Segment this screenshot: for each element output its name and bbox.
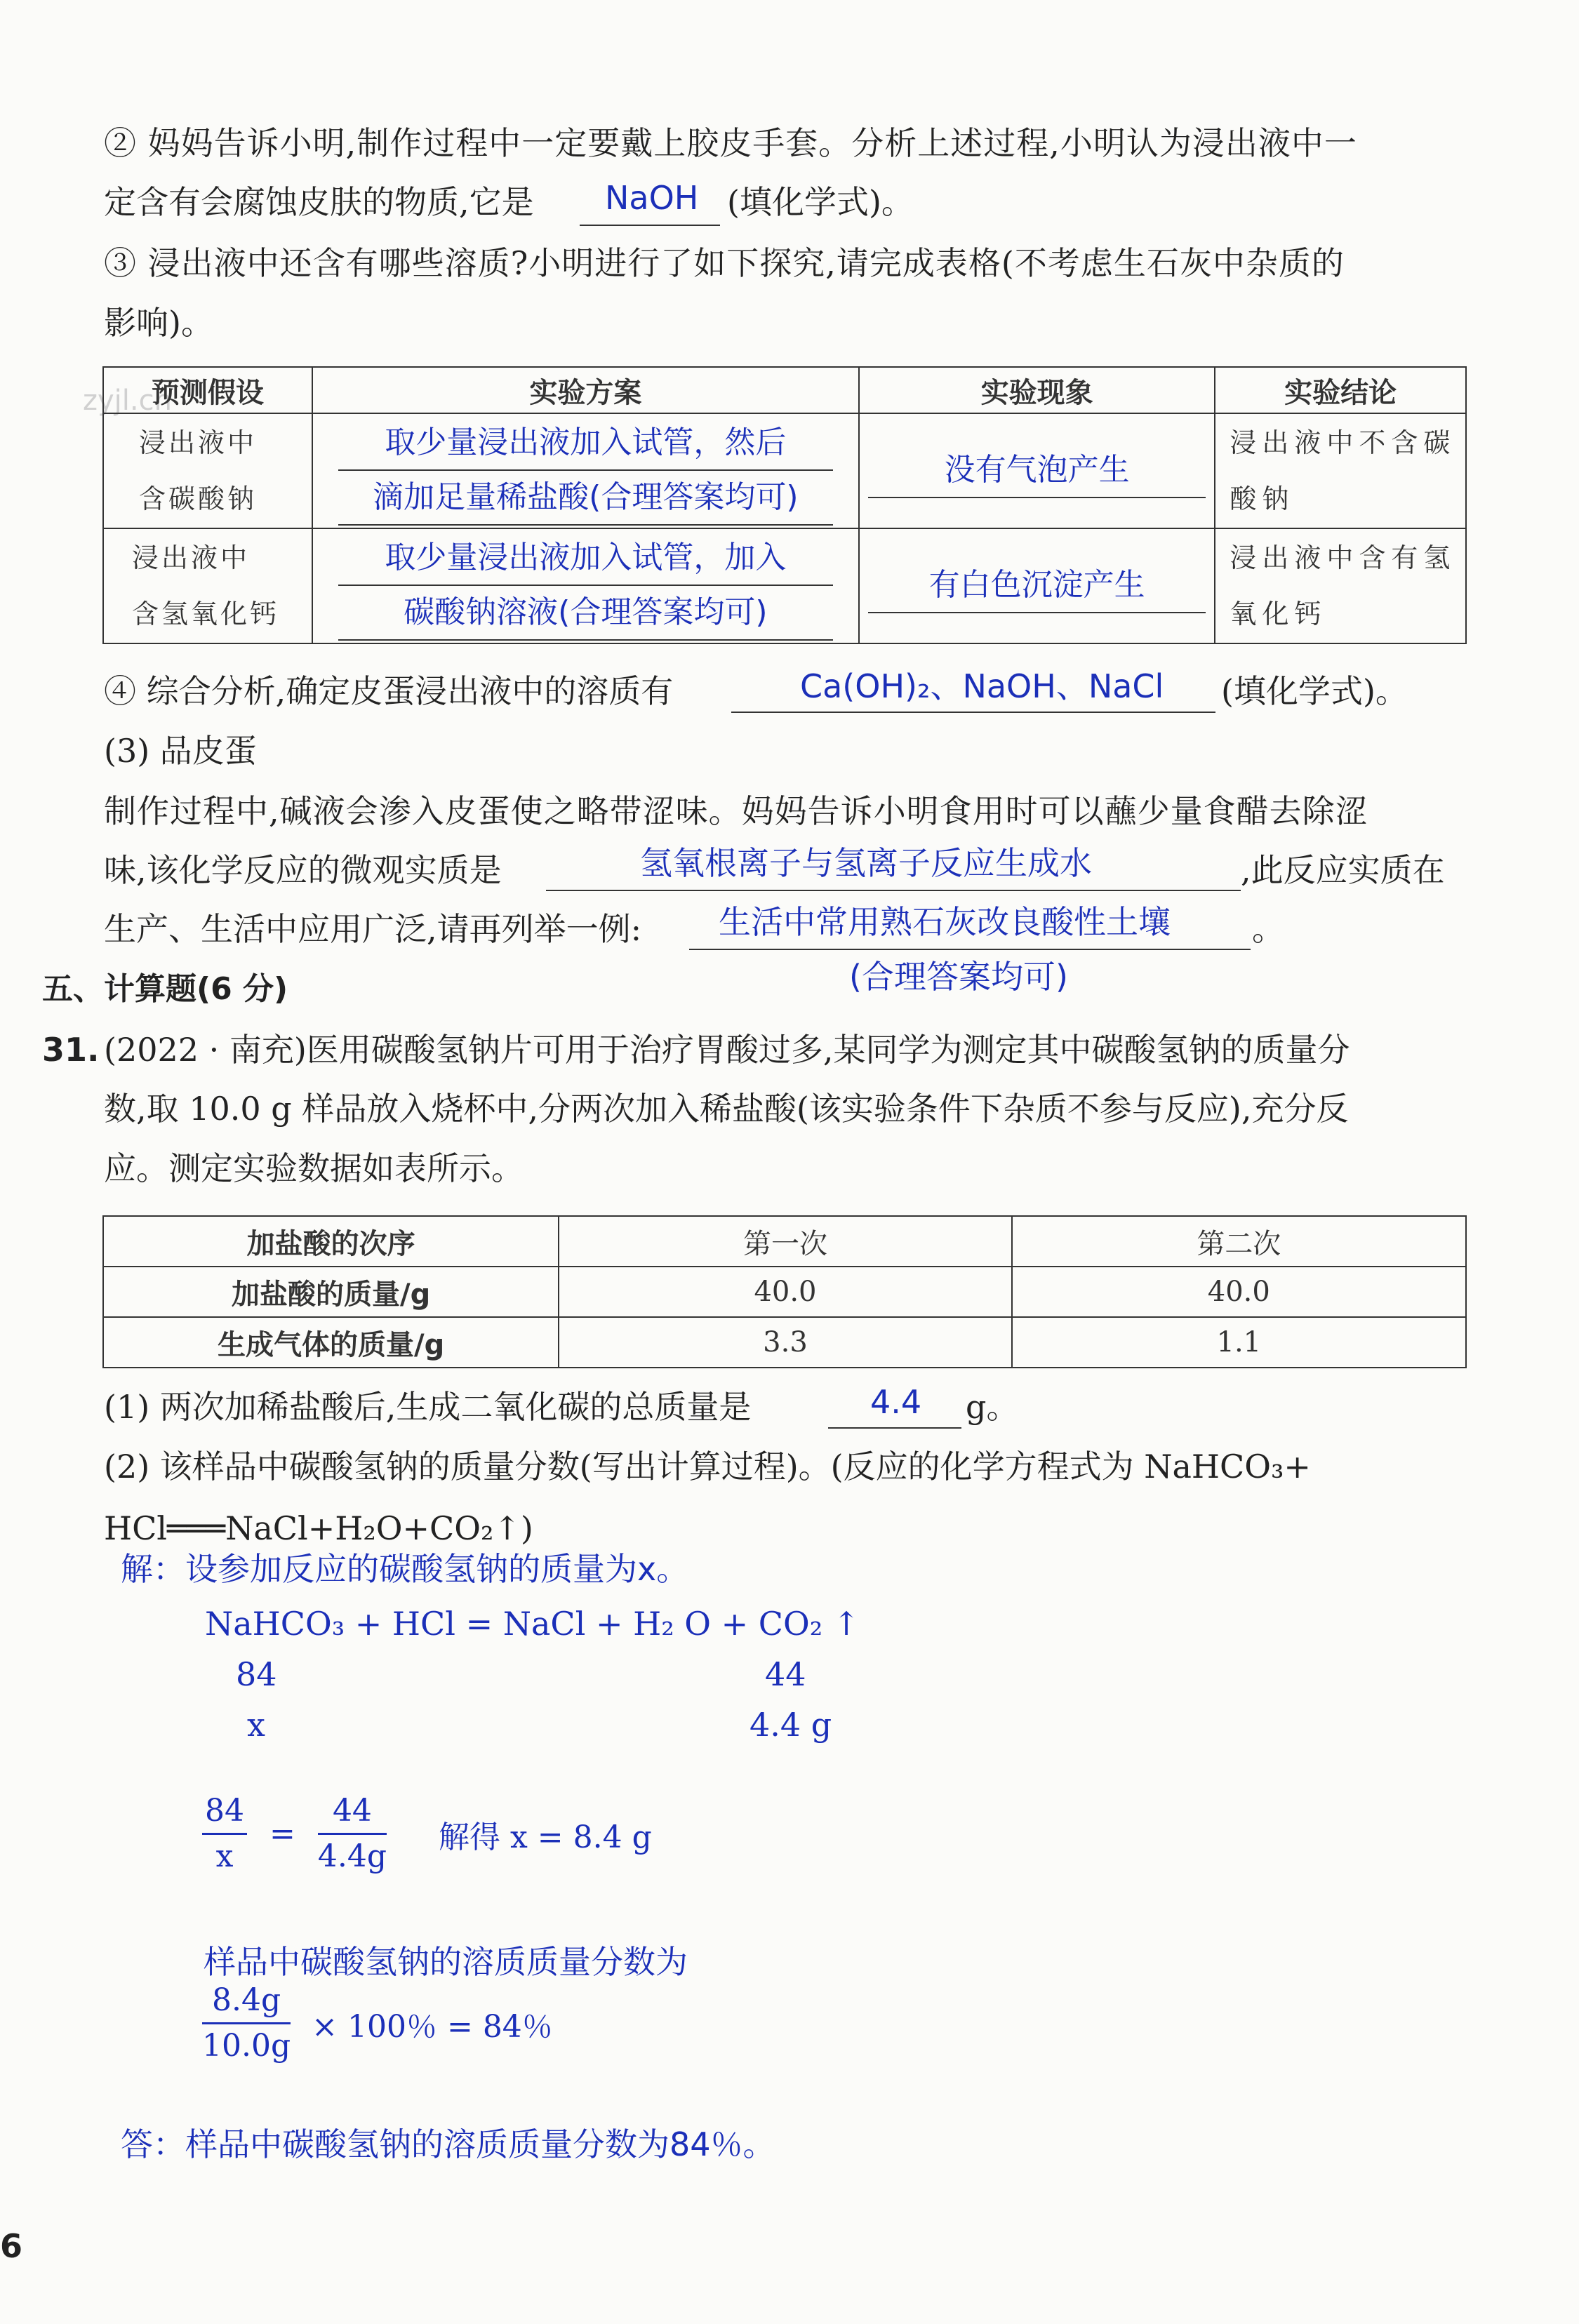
- var-x: x: [247, 1706, 265, 1744]
- conclusion-text: 酸钠: [1230, 483, 1295, 514]
- header-conclusion: 实验结论: [1215, 367, 1466, 413]
- q30-section3-line3-prefix: 生产、生活中应用广泛,请再列举一例:: [104, 910, 642, 948]
- q31-part1-prefix: (1) 两次加稀盐酸后,生成二氧化碳的总质量是: [104, 1388, 752, 1426]
- table-cell: 1.1: [1012, 1317, 1466, 1368]
- answer-note: (合理答案均可): [849, 958, 1068, 996]
- plan-cell: [312, 528, 859, 643]
- answer-co2-mass: 4.4: [870, 1383, 922, 1421]
- answer-example: 生活中常用熟石灰改良酸性土壤: [719, 903, 1171, 941]
- q30-part2-line2-prefix: 定含有会腐蚀皮肤的物质,它是: [104, 183, 534, 221]
- watermark: zyjl.cn: [83, 385, 172, 417]
- plan-answer: 碳酸钠溶液(合理答案均可): [338, 586, 833, 641]
- table-cell: 3.3: [559, 1317, 1011, 1368]
- answer-underline: [689, 949, 1251, 950]
- q31-line2: 数,取 10.0 g 样品放入烧杯中,分两次加入稀盐酸(该实验条件下杂质不参与反应),充分反: [104, 1090, 1349, 1128]
- section-five-heading: 五、计算题(6 分): [42, 971, 288, 1007]
- q30-section3-line2-prefix: 味,该化学反应的微观实质是: [104, 851, 502, 889]
- hypothesis-text: 浸出液中: [139, 427, 258, 458]
- page-number: 6: [0, 2227, 23, 2265]
- q30-part4-suffix: (填化学式)。: [1221, 672, 1408, 710]
- proportion-equation: $\frac{84}{x}$ = $\frac{44}{4.4g}$ 解得 x = 8.4 g: [202, 1789, 652, 1878]
- final-answer: 答：样品中碳酸氢钠的溶质质量分数为84％。: [121, 2125, 775, 2163]
- header-phenomenon: 实验现象: [859, 367, 1215, 413]
- plan-cell: [312, 413, 859, 528]
- header-first: 第一次: [559, 1216, 1011, 1267]
- conclusion-cell: [1215, 413, 1466, 528]
- answer-underline: [546, 890, 1241, 891]
- table-cell: 40.0: [1012, 1267, 1466, 1317]
- phenomenon-cell: [859, 413, 1215, 528]
- q30-part3-line1: ③ 浸出液中还含有哪些溶质?小明进行了如下探究,请完成表格(不考虑生石灰中杂质的: [104, 244, 1345, 282]
- answer-essence: 氢氧根离子与氢离子反应生成水: [640, 844, 1092, 882]
- q30-part4-prefix: ④ 综合分析,确定皮蛋浸出液中的溶质有: [104, 672, 674, 710]
- fraction-intro: 样品中碳酸氢钠的溶质质量分数为: [204, 1943, 688, 1981]
- answer-solutes: Ca(OH)₂、NaOH、NaCl: [800, 667, 1164, 705]
- conclusion-cell: [1215, 528, 1466, 643]
- header-second: 第二次: [1012, 1216, 1466, 1267]
- table-row: [103, 1216, 1466, 1267]
- section-heading: (3) 品皮蛋: [104, 732, 257, 770]
- q31-line1: (2022 · 南充)医用碳酸氢钠片可用于治疗胃酸过多,某同学为测定其中碳酸氢钠的质量分: [104, 1031, 1350, 1069]
- plan-answer: 取少量浸出液加入试管，然后: [338, 416, 833, 471]
- q30-section3-line1: 制作过程中,碱液会渗入皮蛋使之略带涩味。妈妈告诉小明食用时可以蘸少量食醋去除涩: [104, 792, 1368, 830]
- molar-mass-44: 44: [765, 1655, 806, 1693]
- q30-section3-line2-suffix: ,此反应实质在: [1241, 851, 1445, 889]
- hypothesis-cell: [103, 413, 312, 528]
- solve-result: 解得 x = 8.4 g: [439, 1819, 652, 1855]
- row-label: 生成气体的质量/g: [103, 1317, 559, 1368]
- phenomenon-answer: 没有气泡产生: [868, 443, 1206, 498]
- q31-part2-line2: HCl═══NaCl+H₂O+CO₂↑): [104, 1509, 533, 1547]
- header-plan: 实验方案: [312, 367, 859, 413]
- q31-line3: 应。测定实验数据如表所示。: [104, 1149, 524, 1187]
- q30-part2-line2-suffix: (填化学式)。: [727, 183, 914, 221]
- row-label: 加盐酸的质量/g: [103, 1267, 559, 1317]
- q30-part2-line1: ② 妈妈告诉小明,制作过程中一定要戴上胶皮手套。分析上述过程,小明认为浸出液中一: [104, 124, 1357, 162]
- q31-part1-suffix: g。: [966, 1388, 1019, 1426]
- conclusion-text: 浸出液中含有氢: [1230, 542, 1456, 573]
- plan-answer: 滴加足量稀盐酸(合理答案均可): [338, 471, 833, 526]
- header-order: 加盐酸的次序: [103, 1216, 559, 1267]
- table-row: [103, 1267, 1466, 1317]
- answer-naoh: NaOH: [605, 179, 699, 217]
- answer-underline: [731, 712, 1215, 713]
- conclusion-text: 浸出液中不含碳: [1230, 427, 1456, 458]
- q31-part2-line1: (2) 该样品中碳酸氢钠的质量分数(写出计算过程)。(反应的化学方程式为 NaHCO₃+: [104, 1448, 1311, 1485]
- fraction: $\frac{44}{4.4g}$: [318, 1789, 387, 1878]
- data-table: [102, 1215, 1467, 1368]
- solution-equation: NaHCO₃ + HCl = NaCl + H₂ O + CO₂ ↑: [205, 1605, 860, 1643]
- hypothesis-text: 浸出液中: [132, 542, 251, 573]
- experiment-table: [102, 366, 1467, 644]
- hypothesis-cell: [103, 528, 312, 643]
- fraction: $\frac{84}{x}$: [202, 1789, 247, 1878]
- percentage-equation: $\frac{8.4g}{10.0g}$ × 100％ = 84％: [202, 1979, 553, 2068]
- answer-underline: [828, 1427, 961, 1429]
- header-hypothesis: 预测假设: [103, 367, 312, 413]
- fraction: $\frac{8.4g}{10.0g}$: [202, 1979, 291, 2068]
- solution-intro: 解：设参加反应的碳酸氢钠的质量为x。: [121, 1550, 689, 1588]
- question-number: 31.: [42, 1031, 100, 1069]
- plan-answer: 取少量浸出液加入试管，加入: [338, 531, 833, 586]
- q30-section3-line3-suffix: 。: [1252, 910, 1284, 948]
- table-row: [103, 528, 1466, 643]
- q30-part3-line2: 影响)。: [104, 304, 213, 342]
- answer-underline: [580, 225, 720, 226]
- table-cell: 40.0: [559, 1267, 1011, 1317]
- molar-mass-84: 84: [236, 1655, 277, 1693]
- conclusion-text: 氧化钙: [1230, 599, 1327, 629]
- phenomenon-answer: 有白色沉淀产生: [868, 559, 1206, 613]
- mass-44g: 4.4 g: [749, 1706, 832, 1744]
- table-row: [103, 413, 1466, 528]
- hypothesis-text: 含氢氧化钙: [132, 599, 280, 629]
- table-row: [103, 1317, 1466, 1368]
- phenomenon-cell: [859, 528, 1215, 643]
- hypothesis-text: 含碳酸钠: [139, 483, 258, 514]
